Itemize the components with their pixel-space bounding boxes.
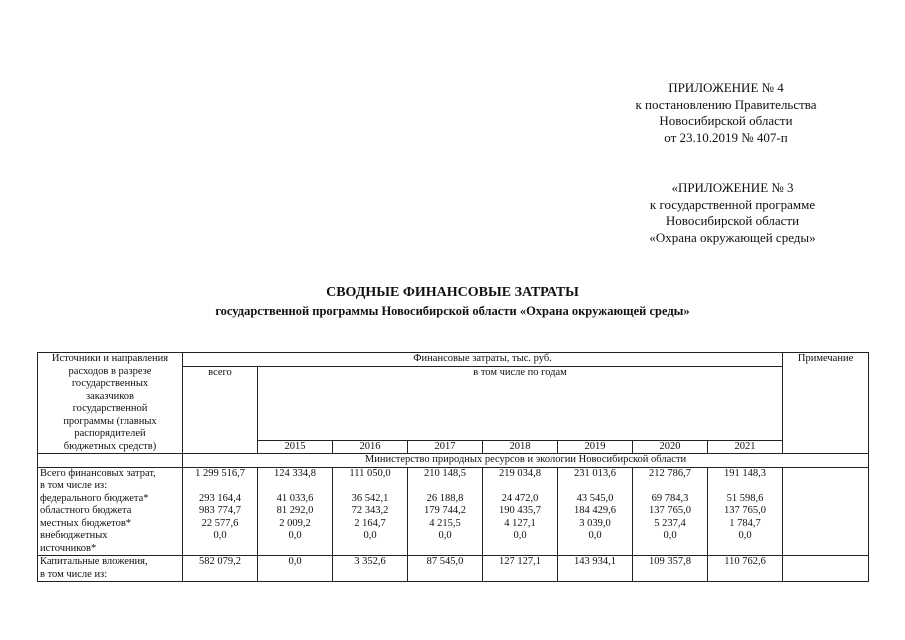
header-source-line: программы (главных [63, 415, 157, 427]
cell-value: 0,0 [258, 556, 333, 582]
cell-value: 212 786,7 [649, 467, 691, 479]
block1-col-total [183, 467, 258, 556]
cell-value: 24 472,0 [501, 492, 539, 504]
header-source-line: Источники и направления [51, 353, 169, 364]
appendix-3-block [610, 180, 855, 246]
cell-value: 184 429,6 [574, 505, 616, 516]
block1-col-2019 [558, 467, 633, 556]
ministry-row [38, 454, 869, 468]
cell-value: 5 237,4 [654, 517, 686, 529]
cell-value: 179 744,2 [424, 505, 466, 516]
cell-value [185, 480, 255, 493]
appendix-3-line: «ПРИЛОЖЕНИЕ № 3 [671, 180, 794, 195]
appendix-3-line: к государственной программе [649, 196, 816, 212]
cell-value: 137 765,0 [649, 505, 691, 516]
header-total: всего [183, 366, 258, 454]
header-source-line: распорядителей [74, 428, 146, 439]
header-source-line: государственной [72, 403, 148, 414]
document-subtitle: государственной программы Новосибирской области «Охрана окружающей среды» [215, 304, 690, 318]
ministry-name: Министерство природных ресурсов и экологии Новосибирской области [183, 454, 869, 468]
header-year: 2017 [408, 440, 483, 454]
appendix-3-line: «Охрана окружающей среды» [649, 229, 816, 245]
cell-value: 983 774,7 [199, 505, 241, 516]
cell-value: 210 148,5 [424, 467, 466, 479]
header-year: 2016 [333, 440, 408, 454]
row-label: в том числе из: [40, 568, 108, 580]
row-label: местных бюджетов* [40, 517, 132, 529]
header-source-line: расходов в разрезе [68, 365, 152, 377]
cell-value: 3 039,0 [579, 517, 611, 529]
cell-value: 87 545,0 [408, 556, 483, 582]
row-label: федерального бюджета* [40, 492, 149, 504]
cell-value [260, 480, 330, 493]
row-label: областного бюджета [40, 505, 132, 516]
header-year: 2015 [258, 440, 333, 454]
cell-value: 1 299 516,7 [195, 467, 245, 479]
block1-col-2015 [258, 467, 333, 556]
cell-value: 231 013,6 [574, 467, 616, 479]
cell-value: 4 127,1 [504, 517, 536, 529]
appendix-4-line: от 23.10.2019 № 407-п [664, 129, 788, 145]
header-by-years: в том числе по годам [258, 366, 783, 440]
header-year: 2018 [483, 440, 558, 454]
row-label: Всего финансовых затрат, [40, 467, 156, 479]
cell-value: 109 357,8 [633, 556, 708, 582]
appendix-4-line: Новосибирской области [659, 113, 793, 128]
cell-value: 51 598,6 [726, 492, 764, 504]
cell-value: 2 164,7 [354, 517, 386, 529]
cell-value: 143 934,1 [558, 556, 633, 582]
appendix-3-line: Новосибирской области [665, 213, 800, 228]
cell-value: 127 127,1 [483, 556, 558, 582]
cell-value: 293 164,4 [199, 492, 241, 504]
row-label: источников* [40, 542, 97, 554]
cell-value: 0,0 [363, 530, 377, 541]
cell-value: 2 009,2 [279, 517, 311, 529]
cell-value: 1 784,7 [729, 517, 761, 529]
cell-value: 0,0 [213, 530, 227, 541]
header-financial-costs: Финансовые затраты, тыс. руб. [183, 353, 783, 367]
cell-value: 22 577,6 [201, 517, 239, 529]
row-label: внебюджетных [40, 530, 108, 541]
header-source-cell [38, 353, 183, 454]
cell-value: 0,0 [288, 530, 302, 541]
cell-value [560, 480, 630, 493]
row-label: Капитальные вложения, [40, 556, 148, 567]
cell-value: 26 188,8 [426, 492, 464, 504]
cell-value: 36 542,1 [351, 492, 389, 504]
block1-col-2018 [483, 467, 558, 556]
block1-col-2020 [633, 467, 708, 556]
block1-note [783, 467, 869, 556]
appendix-4-block [590, 80, 862, 146]
appendix-4-line: к постановлению Правительства [635, 96, 817, 112]
cell-value: 69 784,3 [651, 492, 689, 504]
table-row [38, 556, 869, 582]
cell-value [485, 480, 555, 493]
cell-value: 110 762,6 [708, 556, 783, 582]
header-source-line: бюджетных средств) [63, 440, 157, 452]
cell-value: 0,0 [438, 530, 452, 541]
cell-value: 41 033,6 [276, 492, 314, 504]
header-source-line: заказчиков [85, 390, 135, 402]
cell-value: 0,0 [588, 530, 602, 541]
header-note: Примечание [783, 353, 869, 454]
cell-value [335, 480, 405, 493]
cell-value [635, 480, 705, 493]
block2-note [783, 556, 869, 582]
row-label: в том числе из: [40, 480, 108, 491]
block1-col-2017 [408, 467, 483, 556]
header-year: 2019 [558, 440, 633, 454]
cell-value: 0,0 [663, 530, 677, 541]
cell-value: 72 343,2 [351, 505, 389, 516]
table-row [38, 467, 869, 556]
cell-value: 219 034,8 [499, 467, 541, 479]
cell-value: 81 292,0 [276, 505, 314, 516]
cell-value: 191 148,3 [724, 467, 767, 479]
cell-value: 0,0 [738, 530, 752, 541]
cell-value: 190 435,7 [499, 505, 541, 516]
block1-col-2021 [708, 467, 783, 556]
header-source-line: государственных [71, 378, 149, 389]
cell-value [710, 480, 780, 493]
cell-value: 0,0 [513, 530, 527, 541]
ministry-spacer [38, 454, 183, 468]
financial-costs-table [37, 352, 869, 582]
block1-labels [38, 467, 183, 556]
block2-labels [38, 556, 183, 582]
document-title: СВОДНЫЕ ФИНАНСОВЫЕ ЗАТРАТЫ [326, 285, 579, 300]
cell-value: 582 079,2 [183, 556, 258, 582]
cell-value: 137 765,0 [724, 505, 767, 516]
block1-col-2016 [333, 467, 408, 556]
cell-value: 43 545,0 [576, 492, 614, 504]
header-row-1 [38, 353, 869, 367]
appendix-4-line: ПРИЛОЖЕНИЕ № 4 [668, 80, 784, 95]
cell-value [410, 480, 480, 493]
cell-value: 124 334,8 [274, 467, 316, 479]
header-year: 2021 [708, 440, 783, 454]
cell-value: 3 352,6 [333, 556, 408, 582]
header-year: 2020 [633, 440, 708, 454]
cell-value: 4 215,5 [429, 517, 461, 529]
cell-value: 111 050,0 [349, 467, 391, 479]
